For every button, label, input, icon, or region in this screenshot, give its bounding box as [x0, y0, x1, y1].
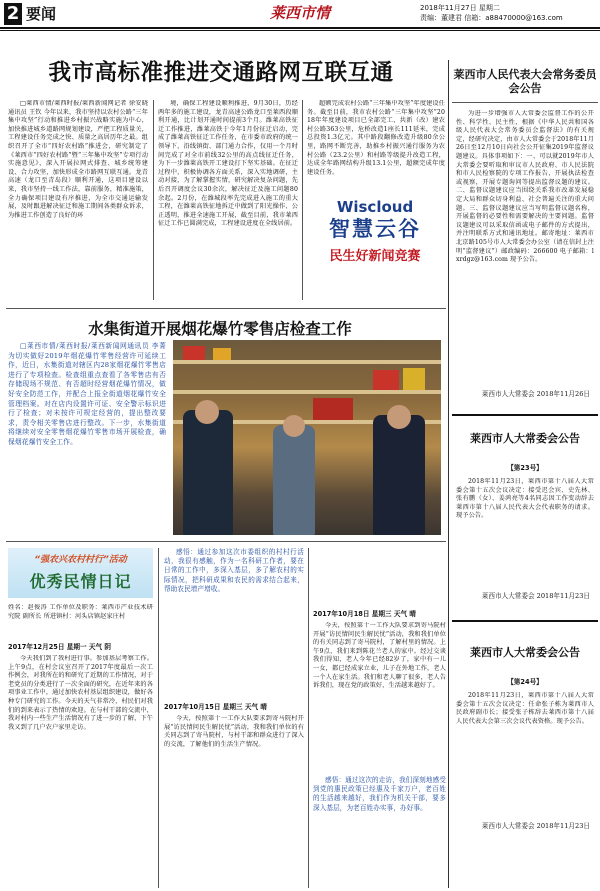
diary-text: 感悟：通过参加这次市委组织的村村行活动，我很有感触，作为一名科研工作者，要在日常的工作中，多深入基层，多了解农村的实际情况，把科研成果和农民的需求结合起来，帮助农民增产增收。 [164, 548, 304, 593]
inspection-photo [173, 340, 441, 535]
section-divider [6, 541, 446, 542]
column-divider [158, 548, 159, 888]
column-divider [308, 548, 309, 888]
notice-2-title: 莱西市人大常委会公告 [470, 432, 580, 445]
editor-info: 责编：董建君 信箱：a88470000@163.com [420, 14, 563, 22]
notice-3-number: 【第24号】 [507, 678, 543, 686]
notice-2-text [456, 478, 594, 578]
column-divider [153, 100, 154, 300]
notice-1-title: 莱西市人民代表大会常务委员会公告 [453, 68, 597, 95]
issue-date: 2018年11月27日 星期二 [420, 4, 500, 12]
notices-sidebar [452, 62, 598, 891]
ad-brand-en: Wiscloud [336, 198, 414, 216]
article-text: □莱西市情/莱西时报/莱西新闻网记者 徐安晓 通讯员 王钦 今年以来，我市坚持以农村公路“三年集中攻坚”行动和推进乡村振兴战略实施为中心，加快推进城乡道路网规划建设，严把工程质量关，工程建设任务完成之快、质量之高居历年之最。组织召开了全市“四好农村路”推进会，研究制定了《莱西市“四好农村路”暨“三年集中攻坚”专项行动实施意见》，深入开展拉网式排查、城乡统筹建设、合力攻坚，加快形成全市路网互联互通。龙青高速（龙口至青岛段）顺利开通，这项目建设以来，我市坚持一线工作法，靠前服务，精准施策，全力确保项目建设有序推进，为全市交通运输发展，及时跟进解决征迁和施工期间各类群众诉求，为推进工作创造了良好的环 [8, 100, 148, 219]
notice-divider [452, 102, 598, 103]
diary-1-meta: 姓名：赵俊涛 工作单位及职务：莱西市产业技术研究院 副所长 所进镇村：河头店镇赵家庄村 [8, 604, 153, 620]
article-text: □莱西市情/莱西时报/莱西新闻网通讯员 李菁 为切实做好2019年烟花爆竹零售经营许可延续工作，近日，水集街道对辖区内28家烟花爆竹零售店进行了专项检查。检查组重点查看了各零售店有否存储现场不规范、有否超时经营烟花爆竹情况，做好安全防范工作，并配合上报全街道烟花爆竹安全管理档案。对在店内设置许可证、安全警示标识进行了检查；对未按许可规定经营的，提出整改要求，责令相关零售店进行整改。下一步，水集街道将继续对安全零售烟花爆竹零售市场开展检查，确保烟花爆竹安全工作。 [8, 342, 166, 446]
notice-3-signature: 莱西市人大常委会 2018年11月23日 [481, 822, 590, 830]
article-2-text [8, 342, 166, 537]
notice-text: 2018年11月23日，莱西市第十八届人大常委会第十五次会议决定：任命张子栋为莱西市人民政府副市长；接受张子栋辞去莱西市第十八届人民代表大会第三次会议代表资格。现予公告。 [456, 692, 594, 725]
header-rule [0, 27, 600, 29]
diary-2-feeling [164, 548, 304, 698]
diary-text: 感悟：通过这次的走访，我们深刻地感受到党的惠民政策已经惠及千家万户，老百姓的生活越来越好，我们作为机关干部，要多深入基层，为老百姓办实事，办好事。 [313, 776, 446, 812]
diary-1-date: 2017年12月25日 星期一 天气 阴 [8, 643, 111, 651]
notice-2-number: 【第23号】 [507, 464, 543, 472]
article-text: 境，确保工程建设顺利推进，9月30日，历经两年多的施工建设，龙青高速公路龙口至莱西段顺利开通，比计划开通时间提前3个月。潍莱高铁征迁工作推进，潍莱高铁于今年1月份征迁启动，完成了潍莱高铁征迁工作任务，在市委市政府的统一领导下，沿线镇街、部门通力合作，仅用一个月时间完成了对全市前线32公里的高点线征迁任务，为下一步潍莱高铁开工建设打下坚实基础。在征迁过程中，积极协调各方面关系，深入实地调研，主动对接，为了解掌握实情，研究解决复杂问题，先后召开调度会议30余次，解决征迁及施工问题80余起。2月份，在潍城段率先完成进入施工的重大工程，在潍莱高铁征地拆迁中做到了阳光操作、公正透明，推进全速施工开展，截至目前，我市莱西征迁工作已圆满完成，工程建设进度在全线居前。 [158, 100, 298, 228]
masthead: 莱西市情 [269, 4, 330, 22]
section-title: 要闻 [26, 5, 57, 23]
article-col-1 [8, 100, 148, 302]
diary-text: 今天，按照第十一工作大队要求到寄马院村开展“访民情问民生解民忧”活动，我和我们单位的有关同志到了寄马院村，与村干部和群众进行了深入的交流，了解他们的生活生产情况。 [164, 715, 304, 748]
promo-line-1: “强农兴农村村行”活动 [34, 555, 127, 565]
notice-1-text [456, 110, 594, 385]
section-divider [6, 308, 446, 309]
diary-text: 今天我们到了我村进行事。参加基层考察工作。上午9点，在村会议室召开了2017年度最后一次工作例会，对我所在的和研究了近期的工作情况，对于老党员的分类进行了一次全面的研究，在近年来的各项事业工作中，通过加快农村基层组织建设，做好各种专门研究的工作。今天的天气非常冷，村民们对我们的到来表示了热情的欢迎。在与村干部的交流中，我对村内一些生产生活情况有了进一步的了解，下午我又到了几户农户家里走访。 [8, 655, 153, 731]
article-text: 超额完成农村公路“三年集中攻坚”年度建设任务。截至目前，我市农村公路“三年集中攻坚”2018年年度建设项目已全部完工，共新（改）建农村公路363公里，危桥改造1座长111延米，完成总投资1.3亿元。其中路段翻修改造升级80余公里，路网不断完善，助推乡村振兴通行服务为农村公路（23.2公里）和村路等级提升改造工程，达成全年路网结构升级13.1公里，超额完成年度建设任务。 [307, 100, 445, 176]
diary-3-text [313, 622, 446, 772]
notice-divider [452, 620, 598, 622]
ad-tagline: 民生好新闻竞赛 [329, 249, 421, 264]
ad-banner [305, 190, 445, 275]
diary-1-text [8, 655, 153, 887]
main-headline: 我市高标准推进交通路网互联互通 [48, 60, 394, 86]
diary-3-date: 2017年10月18日 星期三 天气 晴 [313, 610, 416, 618]
promo-line-2: 优秀民情日记 [29, 572, 132, 591]
article-headline-2: 水集街道开展烟花爆竹零售店检查工作 [88, 320, 352, 338]
page-number: 2 [4, 3, 22, 25]
column-divider [302, 100, 303, 300]
header-rule-thin [0, 30, 600, 31]
notice-3-text [456, 692, 594, 792]
diary-text: 今天，按照第十一工作大队要求到寄马院村开展“访民情问民生解民忧”活动，我和我们单位的有关同志到了寄马院村，了解村里的情况。上午9点，我们来到陈花兰老人的家中。经过交谈我们得知，老人今年已经82岁了，家中有一儿一女，都已经成家立业，儿子在外地工作，老人一个人在家生活。我们和老人聊了很多，老人告诉我们，现在党的政策好，生活越来越好了。 [313, 622, 446, 690]
article-col-3 [307, 100, 445, 188]
notice-2-signature: 莱西市人大常委会 2018年11月23日 [481, 592, 590, 600]
notice-divider [452, 414, 598, 416]
diary-3-feeling [313, 776, 446, 886]
diary-2-date: 2017年10月15日 星期三 天气 晴 [164, 703, 267, 711]
diary-2-text [164, 715, 304, 887]
notice-text: 为进一步增强市人大常委会监督工作的公开性、科学性、民主性，根据《中华人民共和国各级人民代表大会常务委员会监督法》的有关规定，经研究决定，由市人大常委会于2018年11月26日至12月10日向社会公开征集2019年监督议题建议。具体事项如下：一、可以就2019年市人大常委会要听取和审议市人民政府、市人民法院和市人民检察院的专项工作报告，开展执法检查或视察，开展专题询问等提出监督议题的建议。二、监督议题建议应当围绕关系我市改革发展稳定大局和群众切身利益、社会普遍关注的重大问题。三、监督议题建议应当写明监督议题名称，开展监督的必要性和需要解决的主要问题。监督议题建议可以采取信函或电子邮件的方式提出，并注明联系方式和通讯地址。邮寄地址：莱西市北京路105号市人大常委会办公室（请在信封上注明“监督建议”）邮政编码：266600 电子邮箱：lxrdgz@163.com 现予公告。 [456, 110, 594, 264]
notice-3-title: 莱西市人大常委会公告 [470, 646, 580, 659]
sidebar-divider [448, 60, 449, 888]
diary-promo-banner [8, 548, 153, 598]
article-col-2 [158, 100, 298, 302]
notice-text: 2018年11月23日，莱西市第十八届人大常委会第十五次会议决定：接受迟会宾、史先林、张有鹏（女）、姜鸿亮等4名同志因工作变动辞去莱西市第十八届人民代表大会代表职务的请求。现予公告。 [456, 478, 594, 520]
ad-brand-cn: 智慧云谷 [329, 216, 421, 241]
notice-1-signature: 莱西市人大常委会 2018年11月26日 [481, 390, 590, 398]
